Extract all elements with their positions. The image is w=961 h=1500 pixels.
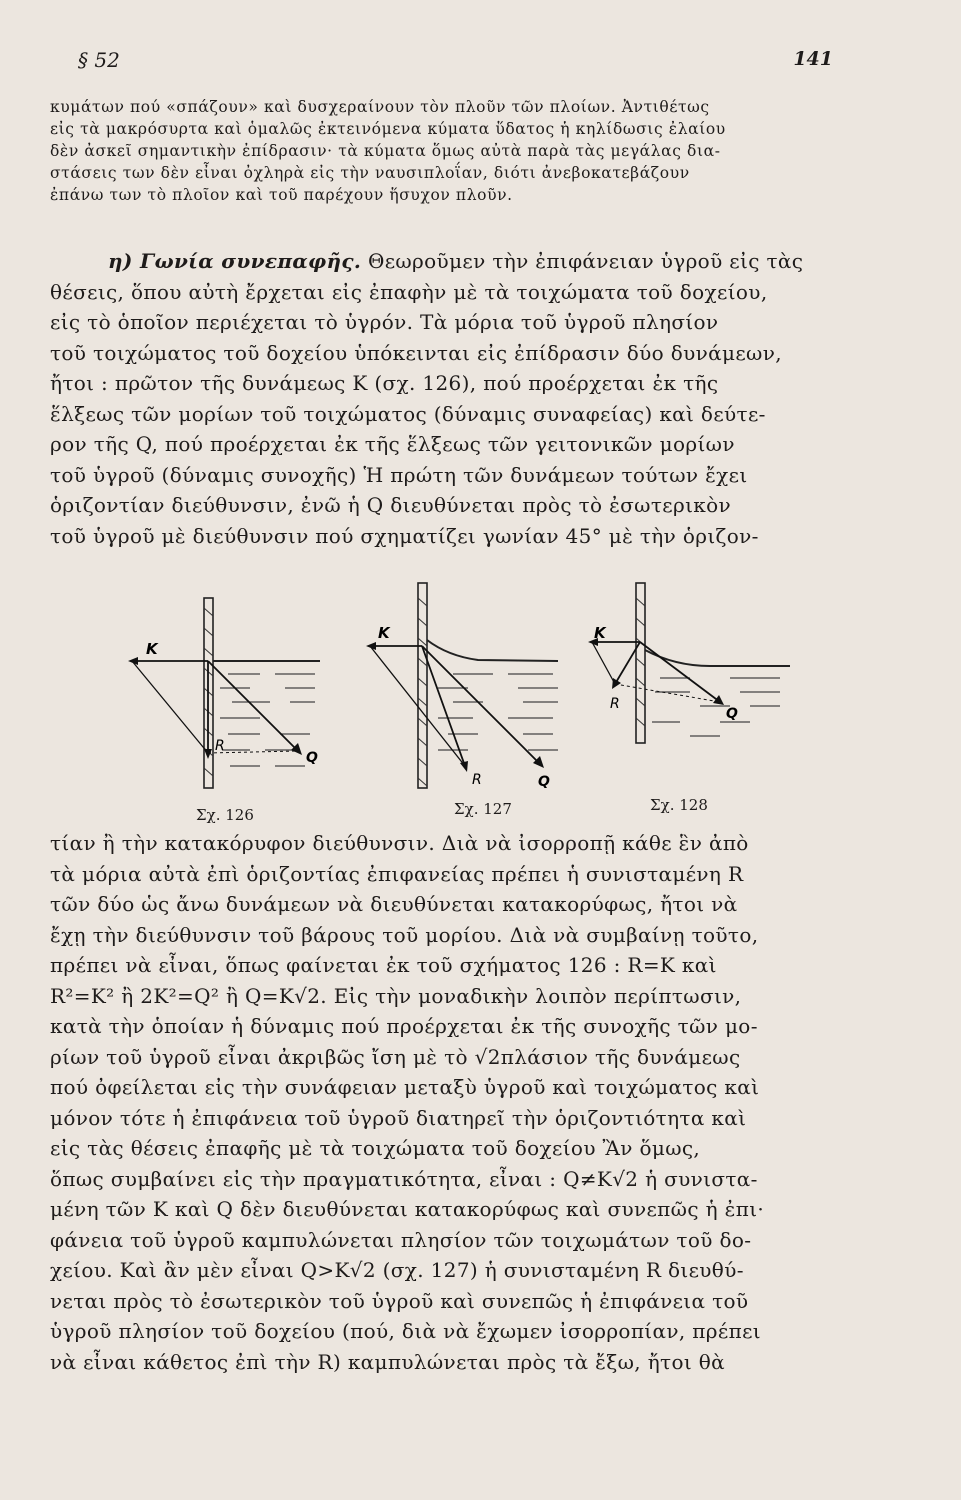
text-line: δὲν ἀσκεῖ σημαντικὴν ἐπίδρασιν· τὰ κύματα ὅμως αὐτὰ παρὰ τὰς μεγάλας δια- [50, 142, 721, 160]
text-line: τὰ μόρια αὐτὰ ἐπὶ ὁριζοντίας ἐπιφανείας πρέπει ἡ συνισταμένη R [50, 861, 744, 886]
force-r-label: R [472, 772, 482, 788]
figure-127-diagram [358, 578, 588, 793]
text-line: πού ὀφείλεται εἰς τὴν συνάφειαν μεταξὺ ὑγροῦ καὶ τοιχώματος καὶ [50, 1075, 760, 1099]
text-line: ὅπως συμβαίνει εἰς τὴν πραγματικότητα, εἶναι : Q≠K√2 ἡ συνιστα- [50, 1166, 758, 1191]
text-line: R²=K² ἢ 2K²=Q² ἢ Q=K√2. Εἰς τὴν μοναδικὴν λοιπὸν περίπτωσιν, [50, 983, 742, 1008]
text-line: τίαν ἢ τὴν κατακόρυφον διεύθυνσιν. Διὰ νὰ ἰσορροπῇ κάθε ἓν ἀπὸ [50, 831, 749, 855]
figure-caption: Σχ. 128 [650, 796, 708, 814]
text-line: τοῦ ὑγροῦ μὲ διεύθυνσιν πού σχηματίζει γωνίαν 45° μὲ τὴν ὁριζον- [50, 523, 759, 548]
figures-row [110, 578, 890, 823]
text-line: νὰ εἶναι κάθετος ἐπὶ τὴν R) καμπυλώνεται πρὸς τὰ ἔξω, ἤτοι θὰ [50, 1349, 725, 1374]
section-mark: § 52 [78, 48, 120, 72]
text-line: μένη τῶν K καὶ Q δὲν διευθύνεται κατακορύφως καὶ συνεπῶς ἡ ἐπι· [50, 1197, 765, 1221]
force-q-label: Q [726, 706, 738, 722]
text-line: ρον τῆς Q, πού προέρχεται ἐκ τῆς ἕλξεως τῶν γειτονικῶν μορίων [50, 432, 735, 456]
text-line: πρέπει νὰ εἶναι, ὅπως φαίνεται ἐκ τοῦ σχήματος 126 : R=K καὶ [50, 953, 717, 977]
text-line: τοῦ τοιχώματος τοῦ δοχείου ὑπόκεινται εἰς ἐπίδρασιν δύο δυνάμεων, [50, 340, 782, 365]
paragraph-main-1 [50, 246, 880, 551]
text-line: κυμάτων πού «σπάζουν» καὶ δυσχεραίνουν τὸν πλοῦν τῶν πλοίων. Ἀντιθέτως [50, 98, 710, 116]
text-line: ἕλξεως τῶν μορίων τοῦ τοιχώματος (δύναμις συναφείας) καὶ δεύτε- [50, 401, 766, 426]
force-r-label: R [610, 696, 620, 712]
text-line: ἐπάνω των τὸ πλοῖον καὶ τοῦ παρέχουν ἥσυχον πλοῦν. [50, 186, 513, 204]
text-line: εἰς τὰ μακρόσυρτα καὶ ὁμαλῶς ἐκτεινόμενα κύματα ὕδατος ἡ κηλίδωσις ἐλαίου [50, 120, 726, 138]
force-q-label: Q [538, 774, 550, 790]
text-line: τῶν δύο ὡς ἄνω δυνάμεων νὰ διευθύνεται κατακορύφως, ἤτοι νὰ [50, 892, 738, 916]
text-line: θέσεις, ὅπου αὐτὴ ἔρχεται εἰς ἐπαφὴν μὲ τὰ τοιχώματα τοῦ δοχείου, [50, 279, 768, 304]
text-line: εἰς τὸ ὁποῖον περιέχεται τὸ ὑγρόν. Τὰ μόρια τοῦ ὑγροῦ πλησίον [50, 310, 719, 334]
heading-line [50, 246, 880, 277]
text-line: ἤτοι : πρῶτον τῆς δυνάμεως K (σχ. 126), πού προέρχεται ἐκ τῆς [50, 371, 719, 395]
text-line: φάνεια τοῦ ὑγροῦ καμπυλώνεται πλησίον τῶν τοιχωμάτων τοῦ δο- [50, 1227, 752, 1252]
force-r-label: R [215, 738, 225, 754]
force-q-label: Q [306, 750, 318, 766]
force-k-label: K [378, 624, 390, 642]
text-line: ὑγροῦ πλησίον τοῦ δοχείου (πού, διὰ νὰ ἔχωμεν ἰσορροπίαν, πρέπει [50, 1319, 761, 1343]
figure-128-diagram [580, 578, 820, 793]
text-line: νεται πρὸς τὸ ἐσωτερικὸν τοῦ ὑγροῦ καὶ συνεπῶς ἡ ἐπιφάνεια τοῦ [50, 1288, 749, 1313]
paragraph-main-2 [50, 828, 880, 1377]
text-line: μόνον τότε ἡ ἐπιφάνεια τοῦ ὑγροῦ διατηρεῖ τὴν ὁριζοντιότητα καὶ [50, 1105, 747, 1130]
text-line: κατὰ τὴν ὁποίαν ἡ δύναμις πού προέρχεται ἐκ τῆς συνοχῆς τῶν μο- [50, 1014, 758, 1038]
force-k-label: K [594, 624, 606, 642]
force-k-label: K [146, 640, 158, 658]
section-heading: η) Γωνία συνεπαφῆς. [108, 249, 362, 273]
text-line: ἔχῃ τὴν διεύθυνσιν τοῦ βάρους τοῦ μορίου. Διὰ νὰ συμβαίνῃ τοῦτο, [50, 922, 759, 947]
figure-127 [358, 578, 588, 823]
text-line: στάσεις των δὲν εἶναι ὀχληρὰ εἰς τὴν ναυσιπλοΐαν, διότι ἀνεβοκατεβάζουν [50, 164, 690, 182]
page-number: 141 [793, 48, 833, 70]
text-line: εἰς τὰς θέσεις ἐπαφῆς μὲ τὰ τοιχώματα τοῦ δοχείου Ἂν ὅμως, [50, 1136, 701, 1160]
text-line: ὁριζοντίαν διεύθυνσιν, ἐνῶ ἡ Q διευθύνεται πρὸς τὸ ἐσωτερικὸν [50, 493, 732, 517]
text-line: ρίων τοῦ ὑγροῦ εἶναι ἀκριβῶς ἴση μὲ τὸ √2πλάσιον τῆς δυνάμεως [50, 1044, 741, 1069]
figure-caption: Σχ. 126 [196, 806, 254, 824]
figure-128 [580, 578, 820, 823]
page-header [78, 48, 833, 78]
figure-126 [110, 578, 340, 823]
text-span: Θεωροῦμεν τὴν ἐπιφάνειαν ὑγροῦ εἰς τὰς [361, 249, 804, 273]
text-line: χείου. Καὶ ἂν μὲν εἶναι Q>K√2 (σχ. 127) ἡ συνισταμένη R διευθύ- [50, 1258, 744, 1282]
figure-126-diagram [110, 578, 340, 793]
text-line: τοῦ ὑγροῦ (δύναμις συνοχῆς) Ἡ πρώτη τῶν δυνάμεων τούτων ἔχει [50, 462, 748, 487]
paragraph-small [50, 96, 880, 206]
figure-caption: Σχ. 127 [454, 800, 512, 818]
